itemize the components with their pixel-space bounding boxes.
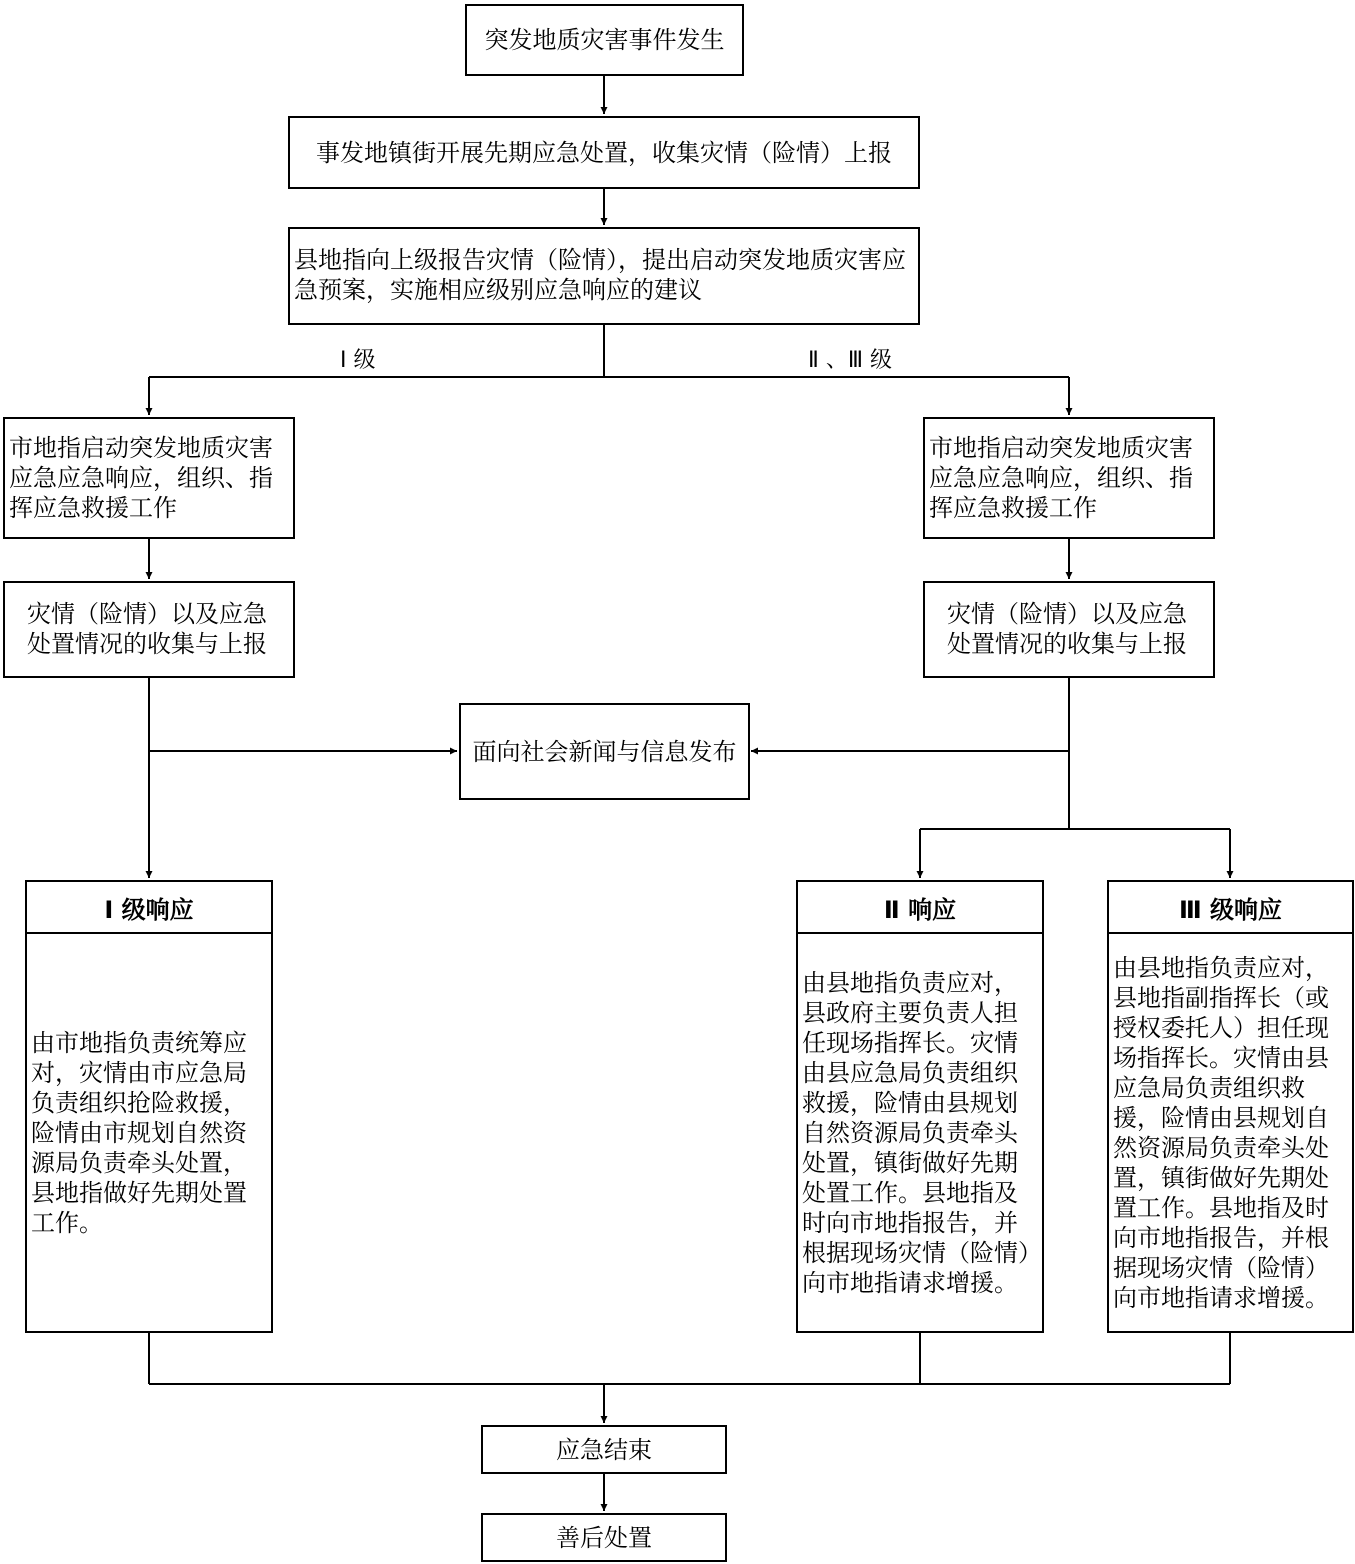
- node-left-collect-text: 灾情（险情）以及应急处置情况的收集与上报: [27, 600, 267, 658]
- node-end: [481, 1425, 727, 1474]
- response-level2-title: Ⅱ 响应: [798, 882, 1042, 934]
- response-level1: [25, 880, 273, 1333]
- node-aftermath-text: 善后处置: [556, 1523, 652, 1552]
- response-level2-body: 由县地指负责应对，县政府主要负责人担任现场指挥长。灾情由县应急局负责组织救援，险情由县规划自然资源局负责牵头处置，镇街做好先期处置工作。县地指及时向市地指报告，并根据现场灾情（险情）向市地指请求增援。: [802, 968, 1030, 1297]
- branch-label-level1: Ⅰ 级: [340, 348, 376, 373]
- node-left-activate-text: 市地指启动突发地质灾害应急应急响应，组织、指挥应急救援工作: [9, 434, 273, 522]
- node-right-activate-text: 市地指启动突发地质灾害应急应急响应，组织、指挥应急救援工作: [929, 434, 1193, 522]
- node-initial-response-text: 事发地镇街开展先期应急处置，收集灾情（险情）上报: [316, 138, 892, 167]
- node-right-collect-text: 灾情（险情）以及应急处置情况的收集与上报: [947, 600, 1187, 658]
- node-right-activate: [923, 417, 1215, 539]
- node-initial-response: [288, 116, 920, 189]
- node-start: [465, 4, 744, 76]
- node-end-text: 应急结束: [556, 1435, 652, 1464]
- node-aftermath: [481, 1513, 727, 1562]
- branch-label-level23: Ⅱ 、Ⅲ 级: [808, 348, 892, 373]
- response-level3-body: 由县地指负责应对，县地指副指挥长（或授权委托人）担任现场指挥长。灾情由县应急局负责组织救援，险情由县规划自然资源局负责牵头处置，镇街做好先期处置工作。县地指及时向市地指报告，并根据现场灾情（险情）向市地指请求增援。: [1113, 953, 1329, 1312]
- node-news-text: 面向社会新闻与信息发布: [472, 737, 737, 766]
- node-right-collect: [923, 581, 1215, 678]
- response-level3-title: Ⅲ 级响应: [1109, 882, 1352, 934]
- response-level1-body: 由市地指负责统筹应对，灾情由市应急局负责组织抢险救援，险情由市规划自然资源局负责牵头处置，县地指做好先期处置工作。: [31, 1028, 247, 1237]
- node-left-activate: [3, 417, 295, 539]
- node-start-text: 突发地质灾害事件发生: [484, 26, 725, 54]
- node-report-text: 县地指向上级报告灾情（险情），提出启动突发地质灾害应急预案，实施相应级别应急响应的建议: [294, 246, 906, 304]
- node-left-collect: [3, 581, 295, 678]
- response-level2: [796, 880, 1044, 1333]
- node-report: [288, 227, 920, 325]
- node-news: [459, 703, 750, 800]
- response-level1-title: Ⅰ 级响应: [27, 882, 271, 934]
- response-level3: [1107, 880, 1354, 1333]
